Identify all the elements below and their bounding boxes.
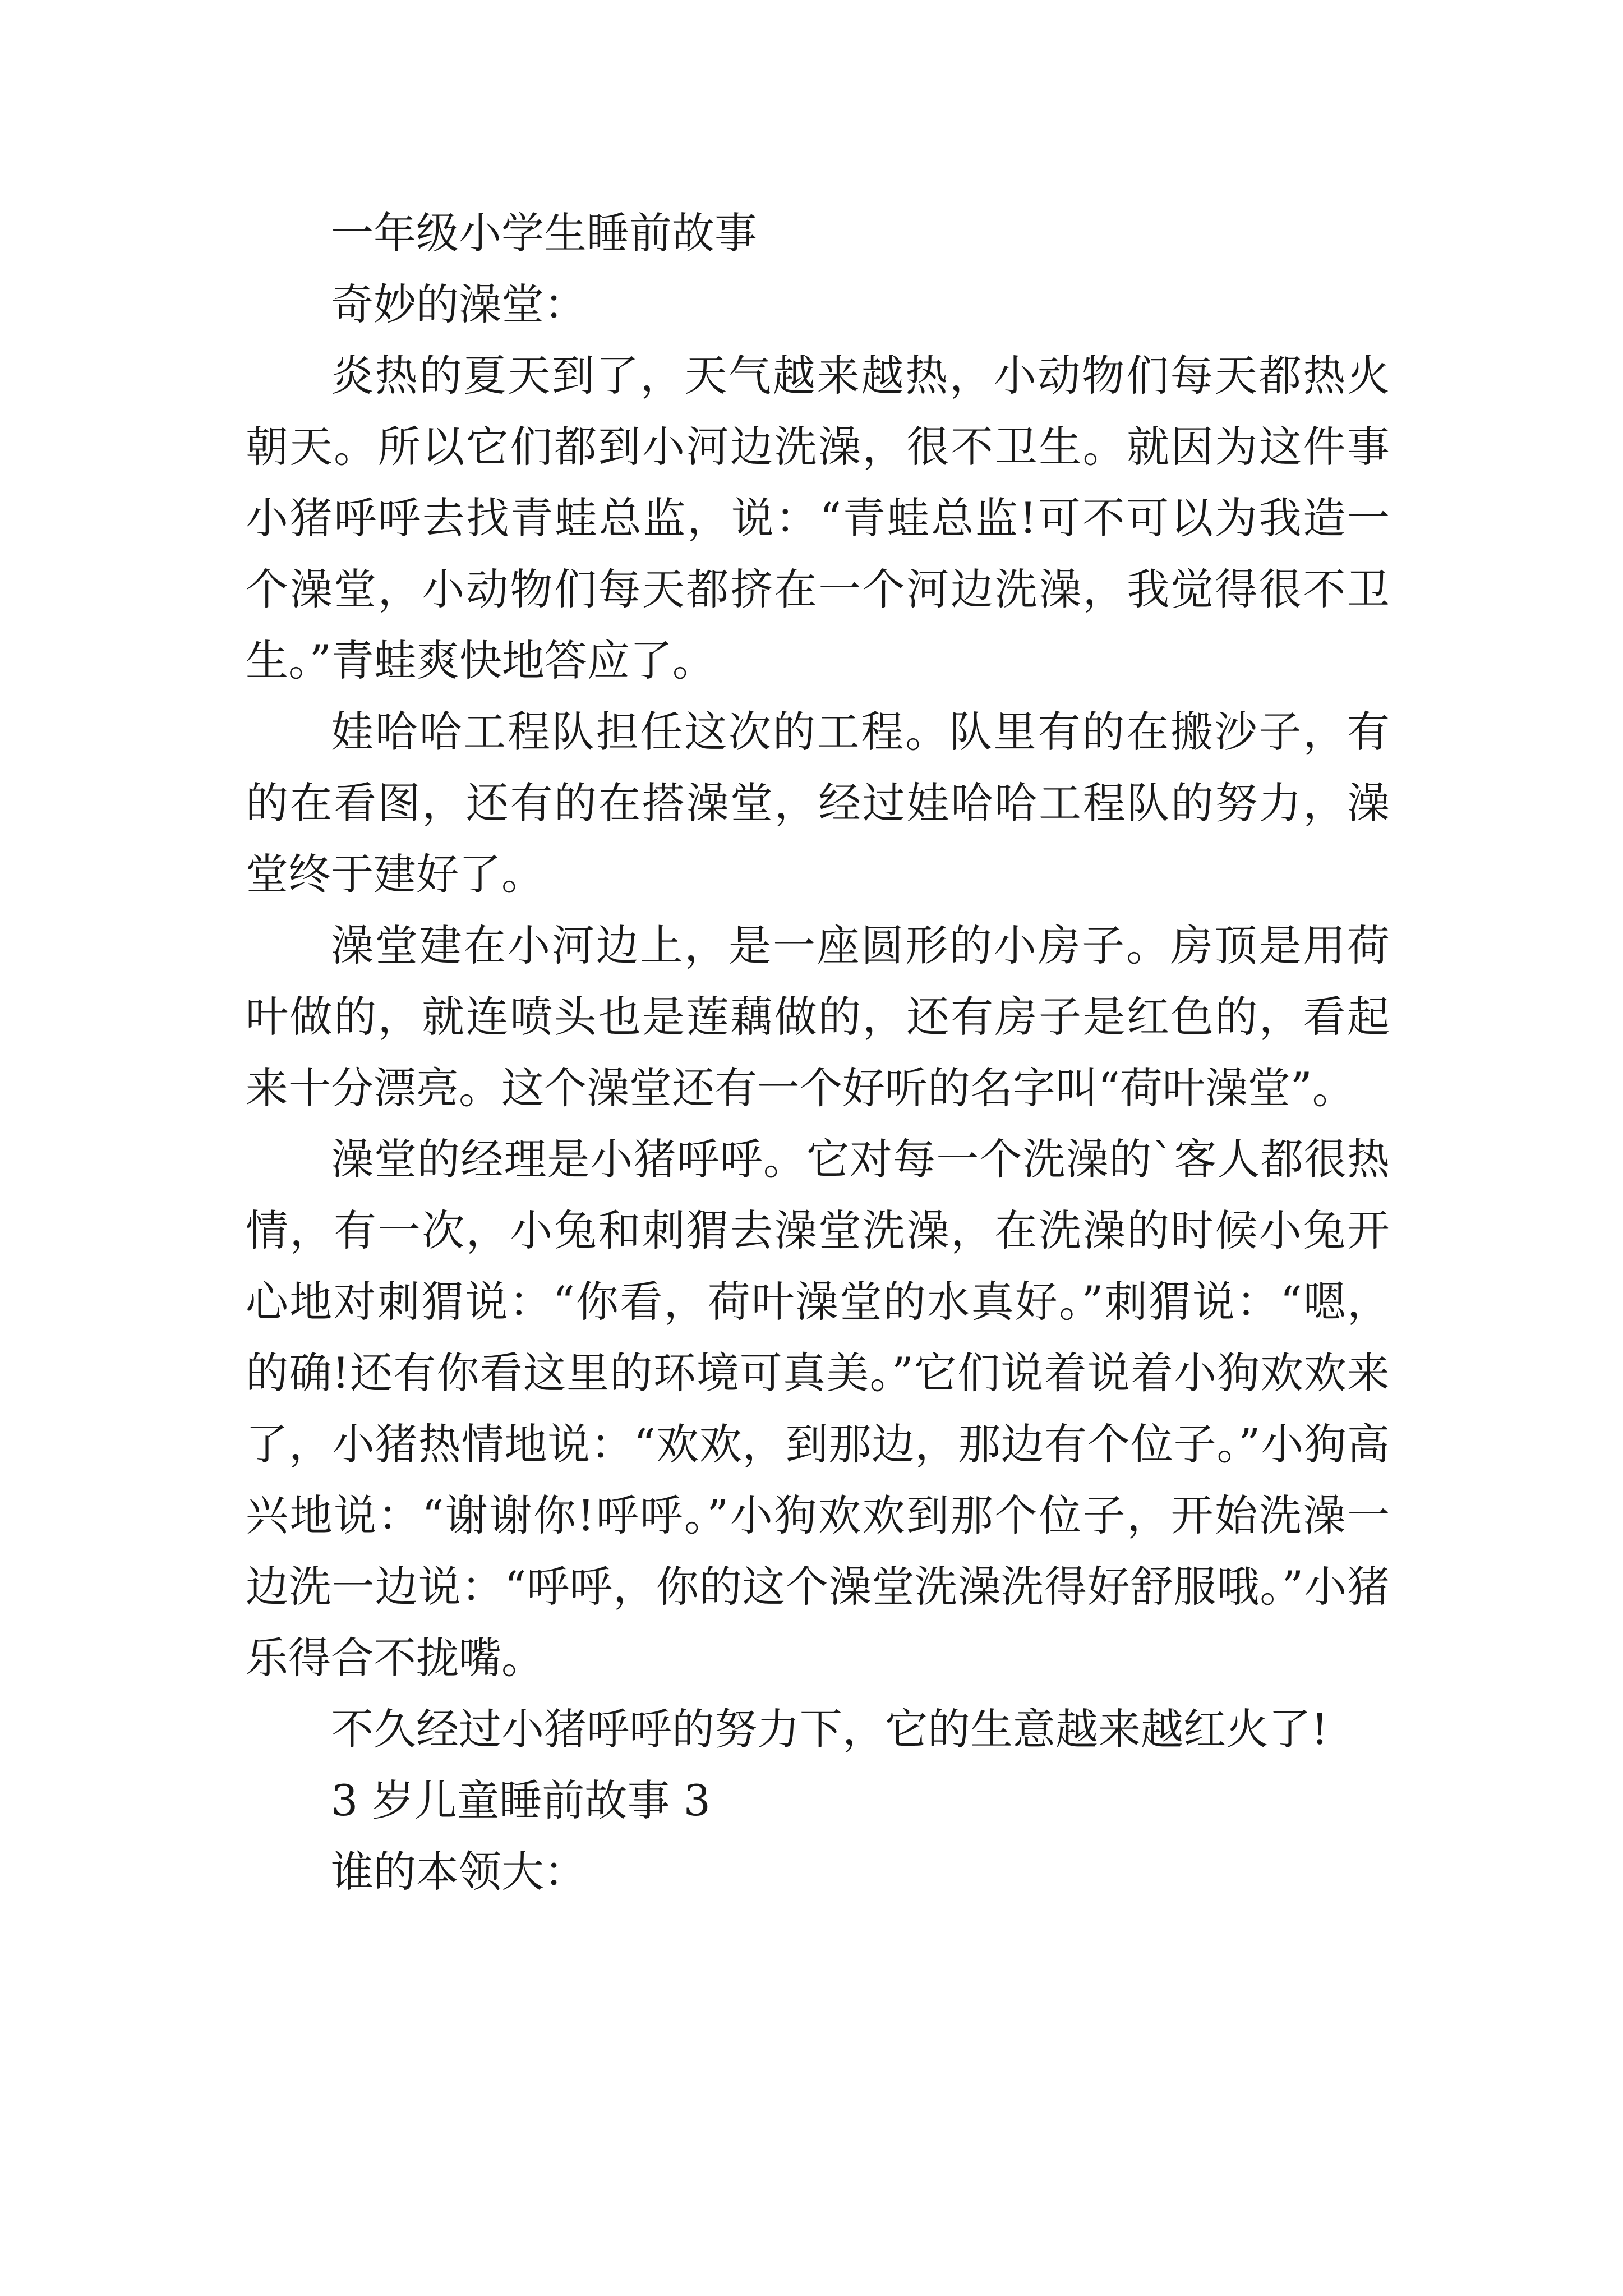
document-body bbox=[246, 197, 1390, 1907]
section-heading: 3 岁儿童睡前故事 3 bbox=[331, 1775, 711, 1825]
paragraph: 澡堂的经理是小猪呼呼。它对每一个洗澡的`客人都很热情，有一次，小兔和刺猬去澡堂洗澡，在洗澡的时候小兔开心地对刺猬说：“你看，荷叶澡堂的水真好。”刺猬说：“嗯，的确!还有你看这里的环境可真美。”它们说着说着小狗欢欢来了，小猪热情地说：“欢欢，到那边，那边有个位子。”小狗高兴地说：“谢谢你!呼呼。”小狗欢欢到那个位子，开始洗澡一边洗一边说：“呼呼，你的这个澡堂洗澡洗得好舒服哦。”小猪乐得合不拢嘴。 bbox=[246, 1134, 1390, 1683]
story-title-bathhouse: 奇妙的澡堂： bbox=[331, 279, 587, 329]
story-title-ability: 谁的本领大： bbox=[331, 1847, 587, 1897]
paragraph: 澡堂建在小河边上，是一座圆形的小房子。房顶是用荷叶做的，就连喷头也是莲藕做的，还有房子是红色的，看起来十分漂亮。这个澡堂还有一个好听的名字叫“荷叶澡堂”。 bbox=[246, 921, 1390, 1113]
paragraph: 娃哈哈工程队担任这次的工程。队里有的在搬沙子，有的在看图，还有的在搭澡堂，经过娃哈哈工程队的努力，澡堂终于建好了。 bbox=[246, 707, 1390, 899]
document-title: 一年级小学生睡前故事 bbox=[331, 208, 757, 258]
paragraph: 炎热的夏天到了，天气越来越热，小动物们每天都热火朝天。所以它们都到小河边洗澡，很不卫生。就因为这件事小猪呼呼去找青蛙总监，说：“青蛙总监!可不可以为我造一个澡堂，小动物们每天都挤在一个河边洗澡，我觉得很不卫生。”青蛙爽快地答应了。 bbox=[246, 351, 1390, 685]
paragraph: 不久经过小猪呼呼的努力下，它的生意越来越红火了! bbox=[331, 1704, 1329, 1754]
